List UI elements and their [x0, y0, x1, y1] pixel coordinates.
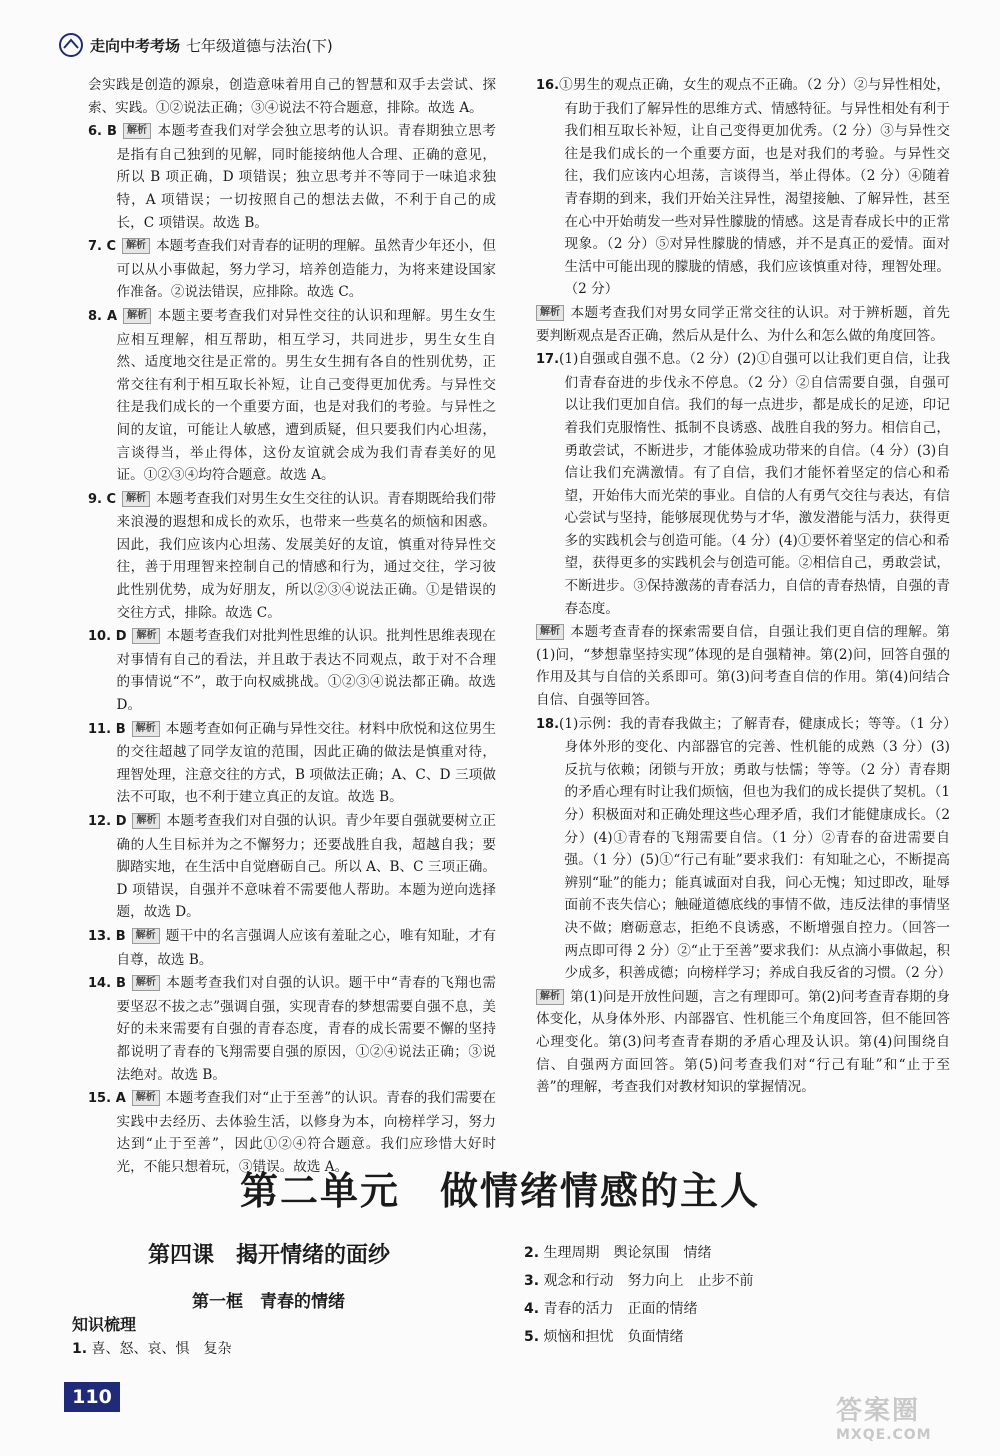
answer-text: 本题主要考查我们对异性交往的认识和理解。男生女生应相互理解，相互帮助，相互学习，共同进步，男生女生自然、适度地交往是正常的。男生女生拥有各自的性别优势，正常交往有利于相互取长补短，让自己变得更加优秀。与异性交往是我们成长的一个重要方面，也是对我们的考验。与异性之间的友谊，可能让人敏感，遭到质疑，但只要我们内心坦荡，言谈得当，举止得体，这份友谊就会成为我们青春美好的见证。①②③④均符合题意。故选 A。: [116, 307, 497, 484]
knowledge-item-text: 生理周期 舆论氛围 情绪: [543, 1245, 712, 1261]
knowledge-item-text: 烦恼和担忧 负面情绪: [543, 1329, 684, 1345]
analysis-tag: 解析: [123, 308, 151, 324]
knowledge-item: [524, 1326, 684, 1346]
knowledge-title: 知识梳理: [72, 1315, 137, 1334]
analysis-paragraph: [536, 621, 950, 711]
answer-item: [88, 235, 496, 304]
answer-text: 本题考查青春的探索需要自信，自强让我们更自信的理解。第(1)问，“梦想靠坚持实现”体现的是自强精神。第(2)问，回答自强的作用及其与自信的关系即可。第(3)问考查自信的作用。第(4)问结合自信、自强等回答。: [536, 624, 950, 709]
analysis-tag: 解析: [536, 989, 564, 1005]
answer-number: 18.: [536, 716, 560, 732]
answer-item: [536, 74, 950, 301]
analysis-tag: 解析: [132, 975, 160, 991]
answer-number: 17.: [536, 352, 560, 368]
knowledge-item-number: 4.: [524, 1301, 540, 1317]
answer-item: [88, 972, 496, 1086]
answer-number: 9. C: [88, 491, 117, 507]
answer-item: [88, 810, 496, 924]
watermark-logo: [836, 1390, 976, 1443]
answer-text: 本题考查我们对自强的认识。题干中“青春的飞翔也需要坚忍不拔之志”强调自强，实现青春的梦想需要自强不息，美好的未来需要有自强的青春态度，青春的成长需要不懈的坚持都说明了青春的飞翔需要自强的原因，①②④说法正确；③说法绝对。故选 B。: [116, 975, 496, 1083]
analysis-tag: 解析: [536, 624, 564, 640]
answer-number: 15. A: [88, 1091, 126, 1107]
answer-text: 本题考查我们对自强的认识。青少年要自强就要树立正确的人生目标并为之不懈努力；还要战胜自我，超越自我；要脚踏实地，在生活中自觉磨砺自己。所以 A、B、C 三项正确。D 项错误，自强并不意味着不需要他人帮助。本题为逆向选择题，故选 D。: [116, 813, 496, 921]
analysis-tag: 解析: [123, 123, 151, 139]
analysis-tag: 解析: [122, 238, 150, 254]
knowledge-item: [524, 1270, 754, 1290]
answer-text: 本题考查如何正确与异性交往。材料中欣悦和这位男生的交往超越了同学友谊的范围，因此正确的做法是慎重对待，理智处理，注意交往的方式，B 项做法正确；A、C、D 三项做法不可取，也不利于建立真正的友谊。故选 B。: [116, 720, 496, 806]
answer-number: 13. B: [88, 928, 126, 944]
answer-number: 8. A: [88, 308, 118, 324]
knowledge-item-number: 5.: [524, 1329, 540, 1345]
answer-text: 题干中的名言强调人应该有羞耻之心，唯有知耻，才有自尊，故选 B。: [116, 927, 496, 968]
answer-text: 本题考查我们对青春的证明的理解。虽然青少年还小，但可以从小事做起，努力学习，培养创造能力，为将来建设国家作准备。②说法错误，应排除。故选 C。: [116, 238, 496, 301]
answer-text: 本题考查我们对学会独立思考的认识。青春期独立思考是指有自己独到的见解，同时能接纳他人合理、正确的意见，所以 B 项正确，D 项错误；独立思考并不等同于一味追求独特，A 项错误；一切按照自己的想法去做，不利于自己的成长，C 项错误。故选 B。: [116, 123, 496, 231]
answer-text: 会实践是创造的源泉，创造意味着用自己的智慧和双手去尝试、探索、实践。①②说法正确；③④说法不符合题意，排除。故选 A。: [88, 77, 496, 116]
answer-item: [536, 348, 950, 620]
answer-number: 10. D: [88, 629, 127, 645]
watermark-line1: 答案圈: [836, 1396, 921, 1426]
answer-text: (1)示例：我的青春我做主；了解青春，健康成长；等等。（1 分）身体外形的变化、内部器官的完善、性机能的成熟（3 分）(3)反抗与依赖；闭锁与开放；勇敢与怯懦；等等。（2 分）青春期的矛盾心理有时让我们烦恼，但也为我们的成长提供了契机。（1 分）积极面对和正确处理这些心理矛盾，我们才能健康成长。（2 分）(4)①青春的飞翔需要自信。（1 分）②青春的奋进需要自强。（1 分）(5)①“行己有耻”要求我们：有知耻之心，不断提高辨别“耻”的能力；能真诚面对自我，问心无愧；知过即改，耻辱面前不丧失信心；触碰道德底线的事情不做，违反法律的事情坚决不做；磨砺意志，拒绝不良诱惑，不断增强自控力。（回答一两点即可得 2 分）②“止于至善”要求我们：从点滴小事做起，积少成多，积善成德；向榜样学习；养成自我反省的习惯。（2 分）: [559, 715, 952, 982]
answer-item: [88, 625, 496, 716]
unit-title: 第二单元 做情绪情感的主人: [239, 1169, 760, 1213]
analysis-paragraph: [536, 302, 950, 347]
answer-text: ①男生的观点正确，女生的观点不正确。（2 分）②与异性相处，有助于我们了解异性的思维方式、情感特征。与异性相处有利于我们相互取长补短，让自己变得更加优秀。（2 分）③与异性交往是我们成长的一个重要方面，也是对我们的考验。与异性交往，我们应该内心坦荡，言谈得当，举止得体。（2 分）④随着青春期的到来，我们开始关注异性，渴望接触、了解异性，甚至在心中开始萌发一些对异性朦胧的情感。这是青春成长中的正常现象。（2 分）⑤对异性朦胧的情感，并不是真正的爱情。面对生活中可能出现的朦胧的情感，我们应该慎重对待，理智处理。（2 分）: [559, 77, 950, 298]
right-column: [536, 74, 950, 1100]
analysis-tag: 解析: [132, 721, 160, 737]
answer-text: 本题考查我们对男生女生交往的认识。青春期既给我们带来浪漫的遐想和成长的欢乐，也带来一些莫名的烦恼和困惑。因此，我们应该内心坦荡、发展美好的友谊，慎重对待异性交往，善于用理智来控制自己的情感和行为，通过交往，学习彼此性别优势，成为好朋友，所以②③④说法正确。①是错误的交往方式，排除。故选 C。: [116, 490, 496, 621]
answer-text: 第(1)问是开放性问题，言之有理即可。第(2)问考查青春期的身体变化，从身体外形、内部器官、性机能三个角度回答，但不能回答心理变化。第(3)问考查青春期的矛盾心理及认识。第(4)问围绕自信、自强两方面回答。第(5)问考查我们对“行己有耻”和“止于至善”的理解，考查我们对教材知识的掌握情况。: [536, 988, 950, 1096]
answer-number: 11. B: [88, 721, 126, 737]
analysis-tag: 解析: [536, 305, 564, 321]
page-header: [58, 30, 333, 60]
left-column: [88, 74, 496, 1180]
knowledge-item-text: 喜、怒、哀、惧 复杂: [91, 1341, 232, 1357]
analysis-tag: 解析: [132, 1090, 160, 1106]
answer-text: (1)自强或自强不息。（2 分）(2)①自强可以让我们更自信，让我们青春奋进的步伐永不停息。（2 分）②自信需要自强，自强可以让我们更加自信。我们的每一点进步，都是成长的足迹，印记着我们克服惰性、抵制不良诱惑、战胜自我的努力。相信自己，勇敢尝试，不断进步，才能体验成功带来的自信。（4 分）(3)自信让我们充满激情。有了自信，我们才能怀着坚定的信心和希望，开始伟大而光荣的事业。自信的人有勇气交往与表达，有信心尝试与坚持，能够展现优势与才华，激发潜能与活力，获得更多的实践机会与创造可能。（4 分）(4)①要怀着坚定的信心和希望，获得更多的实践机会与创造可能。②相信自己，勇敢尝试，不断进步。③保持激荡的青春活力，自信的青春热情，自强的青春态度。: [559, 351, 950, 617]
header-subtitle: 七年级道德与法治(下): [186, 36, 333, 55]
watermark-line2: MXQE.COM: [836, 1427, 932, 1443]
knowledge-item-number: 2.: [524, 1245, 540, 1261]
header-brand: 走向中考考场: [90, 36, 181, 55]
answer-text: 本题考查我们对男女同学正常交往的认识。对于辨析题，首先要判断观点是否正确，然后从是什么、为什么和怎么做的角度回答。: [536, 304, 950, 344]
page-number: 110: [64, 1382, 120, 1412]
lesson-title: 第四课 揭开情绪的面纱: [148, 1243, 391, 1268]
analysis-tag: 解析: [132, 813, 160, 829]
answer-item: [88, 925, 496, 971]
answer-number: 7. C: [88, 239, 117, 255]
answer-number: 12. D: [88, 814, 127, 829]
answer-number: 6. B: [88, 124, 117, 140]
knowledge-item: [72, 1338, 232, 1358]
knowledge-item: [524, 1298, 698, 1318]
book-logo-icon: [58, 32, 84, 58]
answer-item: [88, 120, 496, 234]
answer-number: 16.: [536, 78, 560, 93]
answer-item: [88, 718, 496, 809]
knowledge-item-number: 3.: [524, 1273, 540, 1289]
knowledge-item: [524, 1242, 712, 1262]
analysis-tag: 解析: [132, 628, 160, 644]
knowledge-item-text: 青春的活力 正面的情绪: [543, 1301, 698, 1317]
answer-item: [536, 713, 950, 985]
answer-item: [88, 74, 496, 119]
frame-title: 第一框 青春的情绪: [192, 1292, 345, 1312]
answer-text: 本题考查我们对批判性思维的认识。批判性思维表现在对事情有自己的看法，并且敢于表达不同观点，敢于对不合理的事情说“不”，敢于向权威挑战。①②③④说法都正确。故选 D。: [116, 628, 496, 714]
analysis-paragraph: [536, 986, 950, 1099]
answer-item: [88, 305, 496, 487]
knowledge-item-text: 观念和行动 努力向上 止步不前: [543, 1273, 754, 1289]
answer-text: 本题考查我们对“止于至善”的认识。青春的我们需要在实践中去经历、去体验生活，以修身为本，向榜样学习，努力达到“止于至善”，因此①②④符合题意。我们应珍惜大好时光，不能只想着玩，③错误。故选 A。: [116, 1090, 496, 1175]
answer-number: 14. B: [88, 976, 126, 992]
analysis-tag: 解析: [132, 928, 160, 944]
analysis-tag: 解析: [122, 491, 150, 507]
knowledge-item-number: 1.: [72, 1341, 88, 1357]
answer-item: [88, 488, 496, 625]
